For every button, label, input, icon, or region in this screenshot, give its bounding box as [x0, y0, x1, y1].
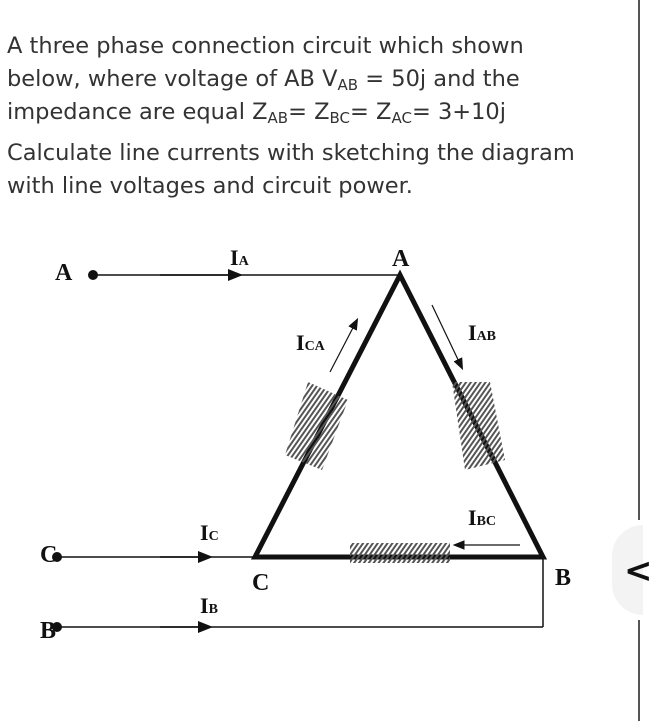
circuit-diagram	[0, 230, 620, 721]
question-para-1: A three phase connection circuit which shown below, where voltage of AB $V_{AB} = 50j$ and the impedance are equal $Z_{AB}= Z_{BC}= Z_{AC}= 3+10j$	[7, 33, 524, 127]
divider	[638, 620, 640, 721]
node-b-label: B	[555, 565, 572, 591]
ica-label: ICA	[296, 330, 325, 355]
chevron-left-icon: <	[624, 551, 653, 591]
impedance-ab	[452, 382, 505, 470]
terminal-a-dot	[88, 270, 98, 280]
ia-label: IA	[230, 245, 249, 270]
terminal-c-label: C	[40, 542, 58, 568]
node-a-label: A	[392, 246, 410, 272]
node-c-label: C	[252, 570, 270, 596]
iab-label: IAB	[468, 320, 497, 345]
terminal-b-label: B	[40, 618, 57, 644]
impedance-bc	[350, 543, 450, 563]
terminal-a-label: A	[55, 260, 73, 286]
question-para-2: Calculate line currents with sketching the diagram with line voltages and circuit power.	[7, 140, 575, 199]
divider	[638, 0, 640, 520]
ibc-label: IBC	[468, 505, 497, 530]
ic-label: IC	[200, 520, 219, 545]
ib-label: IB	[200, 593, 218, 618]
question-text	[7, 30, 627, 211]
iab-arrow	[432, 305, 462, 368]
